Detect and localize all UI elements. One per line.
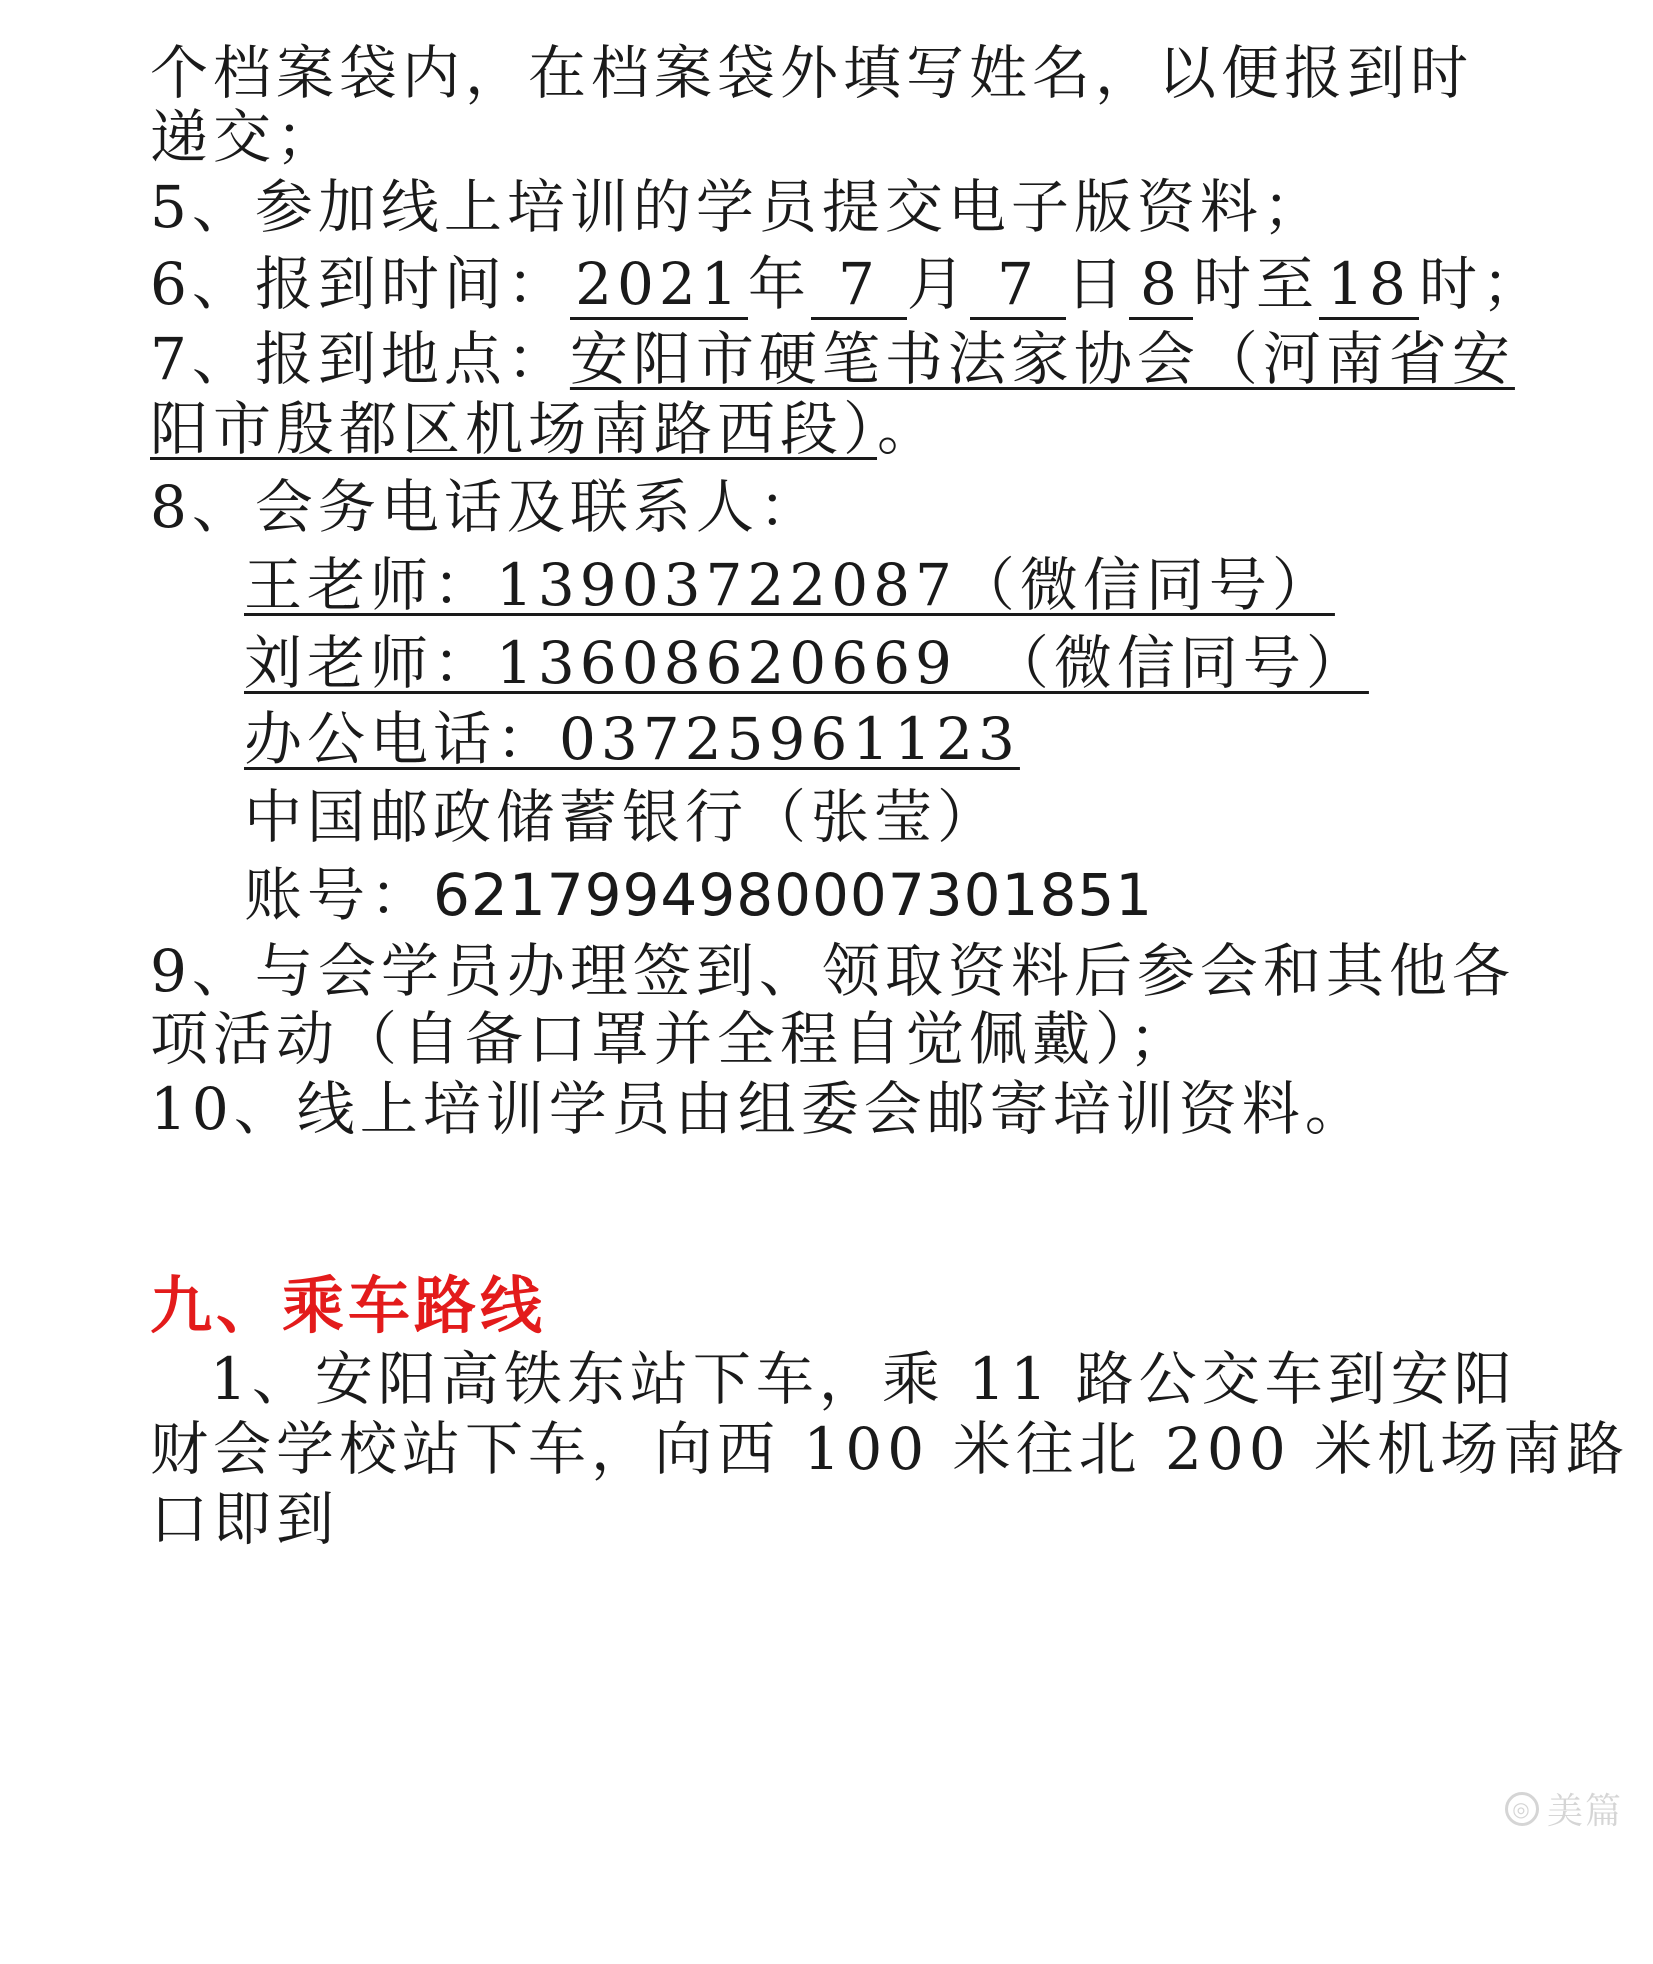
bank-account [244, 861, 1154, 929]
meipian-logo-icon: ◎ [1505, 1792, 1539, 1826]
contact-wang [244, 551, 1335, 619]
checkin-end-hour: 18 [1319, 255, 1419, 320]
section-heading-bus-route: 九、乘车路线 [150, 1269, 547, 1342]
checkin-year: 2021 [570, 255, 748, 320]
bank-name: 中国邮政储蓄银行（张莹） [244, 783, 1001, 851]
address-suffix: 。 [877, 395, 941, 463]
item-5-online-materials: 5、参加线上培训的学员提交电子版资料； [150, 173, 1326, 241]
hour-to-label: 时至 [1192, 250, 1319, 318]
checkin-address-part1: 安阳市硬笔书法家协会（河南省安 [569, 325, 1515, 393]
route-line-2: 财会学校站下车，向西 100 米往北 200 米机场南路 [150, 1415, 1630, 1483]
contact-liu-text: 刘老师：13608620669 （微信同号） [244, 629, 1369, 697]
item-10-mail-materials: 10、线上培训学员由组委会邮寄培训资料。 [150, 1075, 1368, 1143]
checkin-month: 7 [811, 255, 907, 320]
contact-liu [244, 629, 1369, 697]
office-phone-text: 办公电话：03725961123 [244, 705, 1020, 773]
item-9-line1: 9、与会学员办理签到、领取资料后参会和其他各 [150, 937, 1515, 1005]
text-line-archive-bag: 个档案袋内，在档案袋外填写姓名，以便报到时 [150, 39, 1474, 107]
text-line-submit: 递交； [150, 103, 340, 171]
checkin-place-label: 7、报到地点： [150, 325, 570, 393]
item-7-checkin-place-cont [150, 395, 941, 463]
month-unit: 月 [906, 250, 970, 318]
day-unit: 日 [1065, 250, 1129, 318]
watermark-text: 美篇 [1546, 1791, 1623, 1832]
item-6-checkin-time [150, 250, 1545, 320]
office-phone [244, 705, 1020, 773]
item-8-contacts-title: 8、会务电话及联系人： [150, 473, 822, 541]
checkin-time-label: 6、报到时间： [150, 250, 570, 318]
meipian-watermark [1505, 1783, 1623, 1834]
account-label: 账号： [244, 861, 434, 929]
end-hour-unit: 时； [1418, 250, 1545, 318]
item-9-line2: 项活动（自备口罩并全程自觉佩戴）； [150, 1005, 1193, 1073]
route-line-3: 口即到 [150, 1485, 340, 1553]
year-unit: 年 [747, 250, 811, 318]
route-line-1: 1、安阳高铁东站下车，乘 11 路公交车到安阳 [210, 1345, 1517, 1413]
contact-wang-text: 王老师：13903722087（微信同号） [244, 551, 1335, 619]
checkin-address-part2: 阳市殷都区机场南路西段） [150, 395, 878, 463]
item-7-checkin-place [150, 325, 1515, 393]
checkin-day: 7 [970, 255, 1066, 320]
checkin-start-hour: 8 [1129, 255, 1193, 320]
account-number: 6217994980007301851 [433, 861, 1154, 929]
